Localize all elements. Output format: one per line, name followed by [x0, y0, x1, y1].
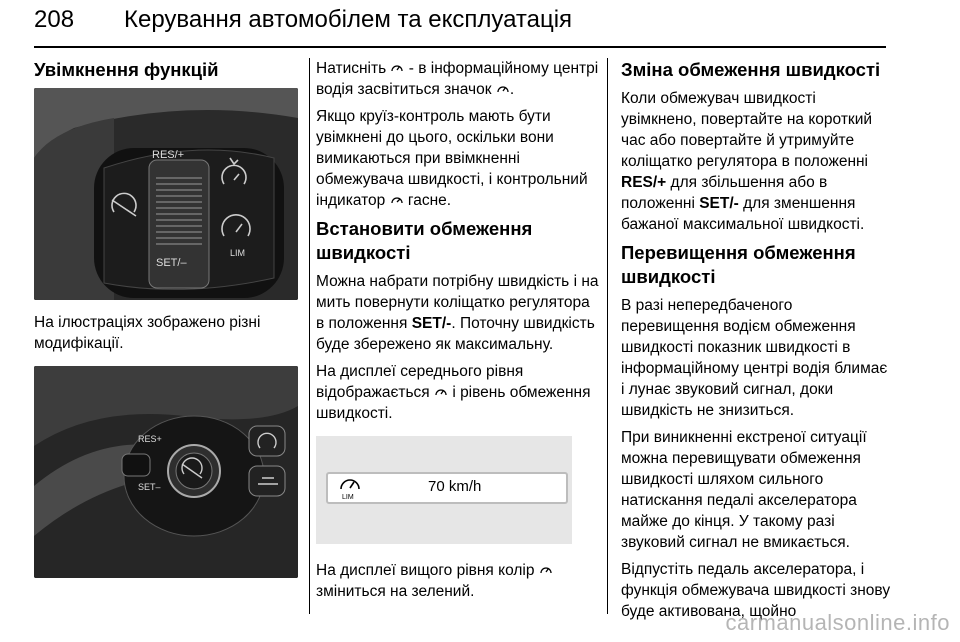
paragraph: Натисніть - в інформаційному центрі водія засвітиться значок . — [316, 60, 599, 98]
speed-limiter-icon — [539, 563, 553, 577]
paragraph: Коли обмежувач швидкості увімкнено, повертайте на короткий час або повертайте й утримуйте коліщатко регулятора в положенні RES/+ для збільшення або в положенні SET/- для зменшення бажаної максимальної швидкості. — [621, 90, 873, 233]
set-label: SET/– — [156, 257, 187, 269]
speed-limit-value: 70 km/h — [428, 478, 482, 495]
column-1 — [34, 58, 300, 578]
paragraph: Якщо круїз-контроль мають бути увімкнені до цього, оскільки вони вимикаються при ввімкненні обмежувача швидкості, і контрольний індикатор гасне. — [316, 108, 588, 209]
speed-limiter-icon — [338, 475, 364, 501]
paragraph: Можна набрати потрібну швидкість і на мить повернути коліщатко регулятора в положення SET/-. Поточну швидкість буде збережено як максимальну. — [316, 273, 599, 353]
header-divider — [34, 46, 886, 48]
lim-label: LIM — [230, 248, 246, 258]
paragraph: Відпустіть педаль акселератора, і функція обмежувача швидкості знову буде активована, щойно — [621, 561, 891, 620]
paragraph: На дисплеї середнього рівня відображається і рівень обмеження швидкості. — [316, 363, 591, 422]
section-heading: Увімкнення функцій — [34, 59, 219, 80]
column-divider — [309, 58, 310, 614]
figure-caption: На ілюстраціях зображено різні модифікації. — [34, 314, 261, 352]
page-header — [34, 4, 924, 44]
speed-limit-display-bar — [326, 472, 568, 504]
watermark: carmanualsonline.info — [725, 610, 950, 635]
page-title: Керування автомобілем та експлуатація — [124, 6, 573, 33]
speed-limiter-icon — [390, 61, 404, 75]
paragraph: При виникненні екстреної ситуації можна перевищувати обмеження швидкості шляхом сильного натискання педалі акселератора майже до кінця. У такому разі звуковий сигнал не вмикається. — [621, 429, 867, 551]
column-2 — [316, 58, 602, 608]
section-heading: Встановити обмеження швидкості — [316, 218, 533, 263]
steering-wheel-controls-figure-1 — [34, 88, 298, 300]
column-divider — [607, 58, 608, 614]
svg-text:LIM: LIM — [342, 494, 354, 501]
section-heading: Перевищення обмеження швидкості — [621, 242, 856, 287]
speed-limiter-icon — [496, 82, 510, 96]
section-heading: Зміна обмеження швидкості — [621, 59, 881, 80]
cruise-control-indicator-icon — [390, 193, 404, 207]
speed-limiter-icon — [434, 385, 448, 399]
steering-wheel-controls-figure-2 — [34, 366, 298, 578]
column-3 — [621, 58, 891, 628]
driver-info-display-figure — [316, 436, 572, 544]
paragraph: В разі непередбаченого перевищення водієм обмеження швидкості показник швидкості в інформаційному центрі водія блимає і лунає звуковий сигнал, доки швидкість не знизиться. — [621, 297, 888, 419]
page-number: 208 — [34, 6, 75, 33]
set-label-2: SET– — [138, 482, 161, 492]
res-label-2: RES+ — [138, 434, 162, 444]
res-label: RES/+ — [152, 149, 185, 161]
paragraph: На дисплеї вищого рівня колір зміниться на зелений. — [316, 560, 602, 602]
